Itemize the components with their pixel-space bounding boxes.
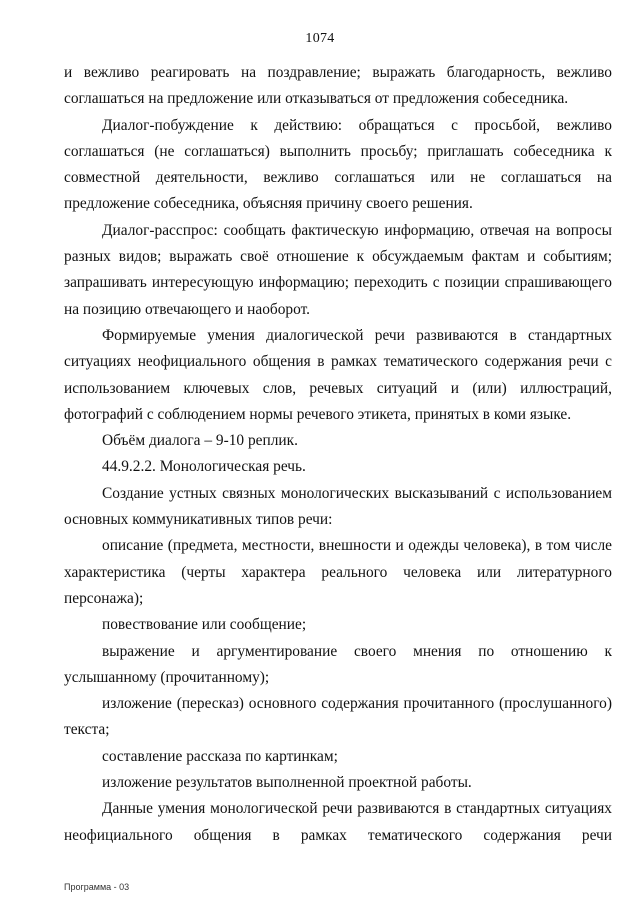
- list-item-opinion: выражение и аргументирование своего мнения по отношению к услышанному (прочитанному);: [64, 642, 612, 686]
- paragraph-dialog-skills: Формируемые умения диалогической речи развиваются в стандартных ситуациях неофициального общения в рамках тематического содержания речи с использованием ключевых слов, речевых ситуаций и (или) иллюстраций, фотографий с соблюдением нормы речевого этикета, принятых в коми языке.: [64, 326, 612, 423]
- list-item-project-results: изложение результатов выполненной проектной работы.: [102, 774, 472, 792]
- list-item-description: описание (предмета, местности, внешности и одежды человека), в том числе характеристика (черты характера реального человека или литературного персонажа);: [64, 537, 612, 607]
- document-body: [64, 60, 612, 849]
- paragraph-monologue-skills: Данные умения монологической речи развиваются в стандартных ситуациях неофициального общения в рамках тематического содержания речи: [64, 800, 612, 844]
- paragraph-dialog-volume: Объём диалога – 9-10 реплик.: [102, 432, 298, 450]
- paragraph-monologue-intro: Создание устных связных монологических высказываний с использованием основных коммуникативных типов речи:: [64, 484, 612, 529]
- footer-program-label: Программа - 03: [64, 882, 130, 892]
- page-number: 1074: [305, 31, 335, 46]
- list-item-retelling: изложение (пересказ) основного содержания прочитанного (прослушанного) текста;: [64, 695, 612, 739]
- paragraph-continuation: и вежливо реагировать на поздравление; выражать благодарность, вежливо соглашаться на предложение или отказываться от предложения собеседника.: [64, 64, 612, 108]
- paragraph-dialog-inquiry: Диалог-расспрос: сообщать фактическую информацию, отвечая на вопросы разных видов; выражать своё отношение к обсуждаемым фактам и событиям; запрашивать интересующую информацию; переходить с позиции спрашивающего на позицию отвечающего и наоборот.: [64, 221, 612, 318]
- list-item-picture-story: составление рассказа по картинкам;: [102, 747, 338, 765]
- list-item-narration: повествование или сообщение;: [102, 616, 307, 634]
- paragraph-dialog-incentive: Диалог-побуждение к действию: обращаться с просьбой, вежливо соглашаться (не соглашаться) выполнить просьбу; приглашать собеседника к совместной деятельности, вежливо соглашаться или не соглашаться на предложение собеседника, объясняя причину своего решения.: [64, 116, 612, 213]
- section-heading-monologue: 44.9.2.2. Монологическая речь.: [102, 458, 306, 476]
